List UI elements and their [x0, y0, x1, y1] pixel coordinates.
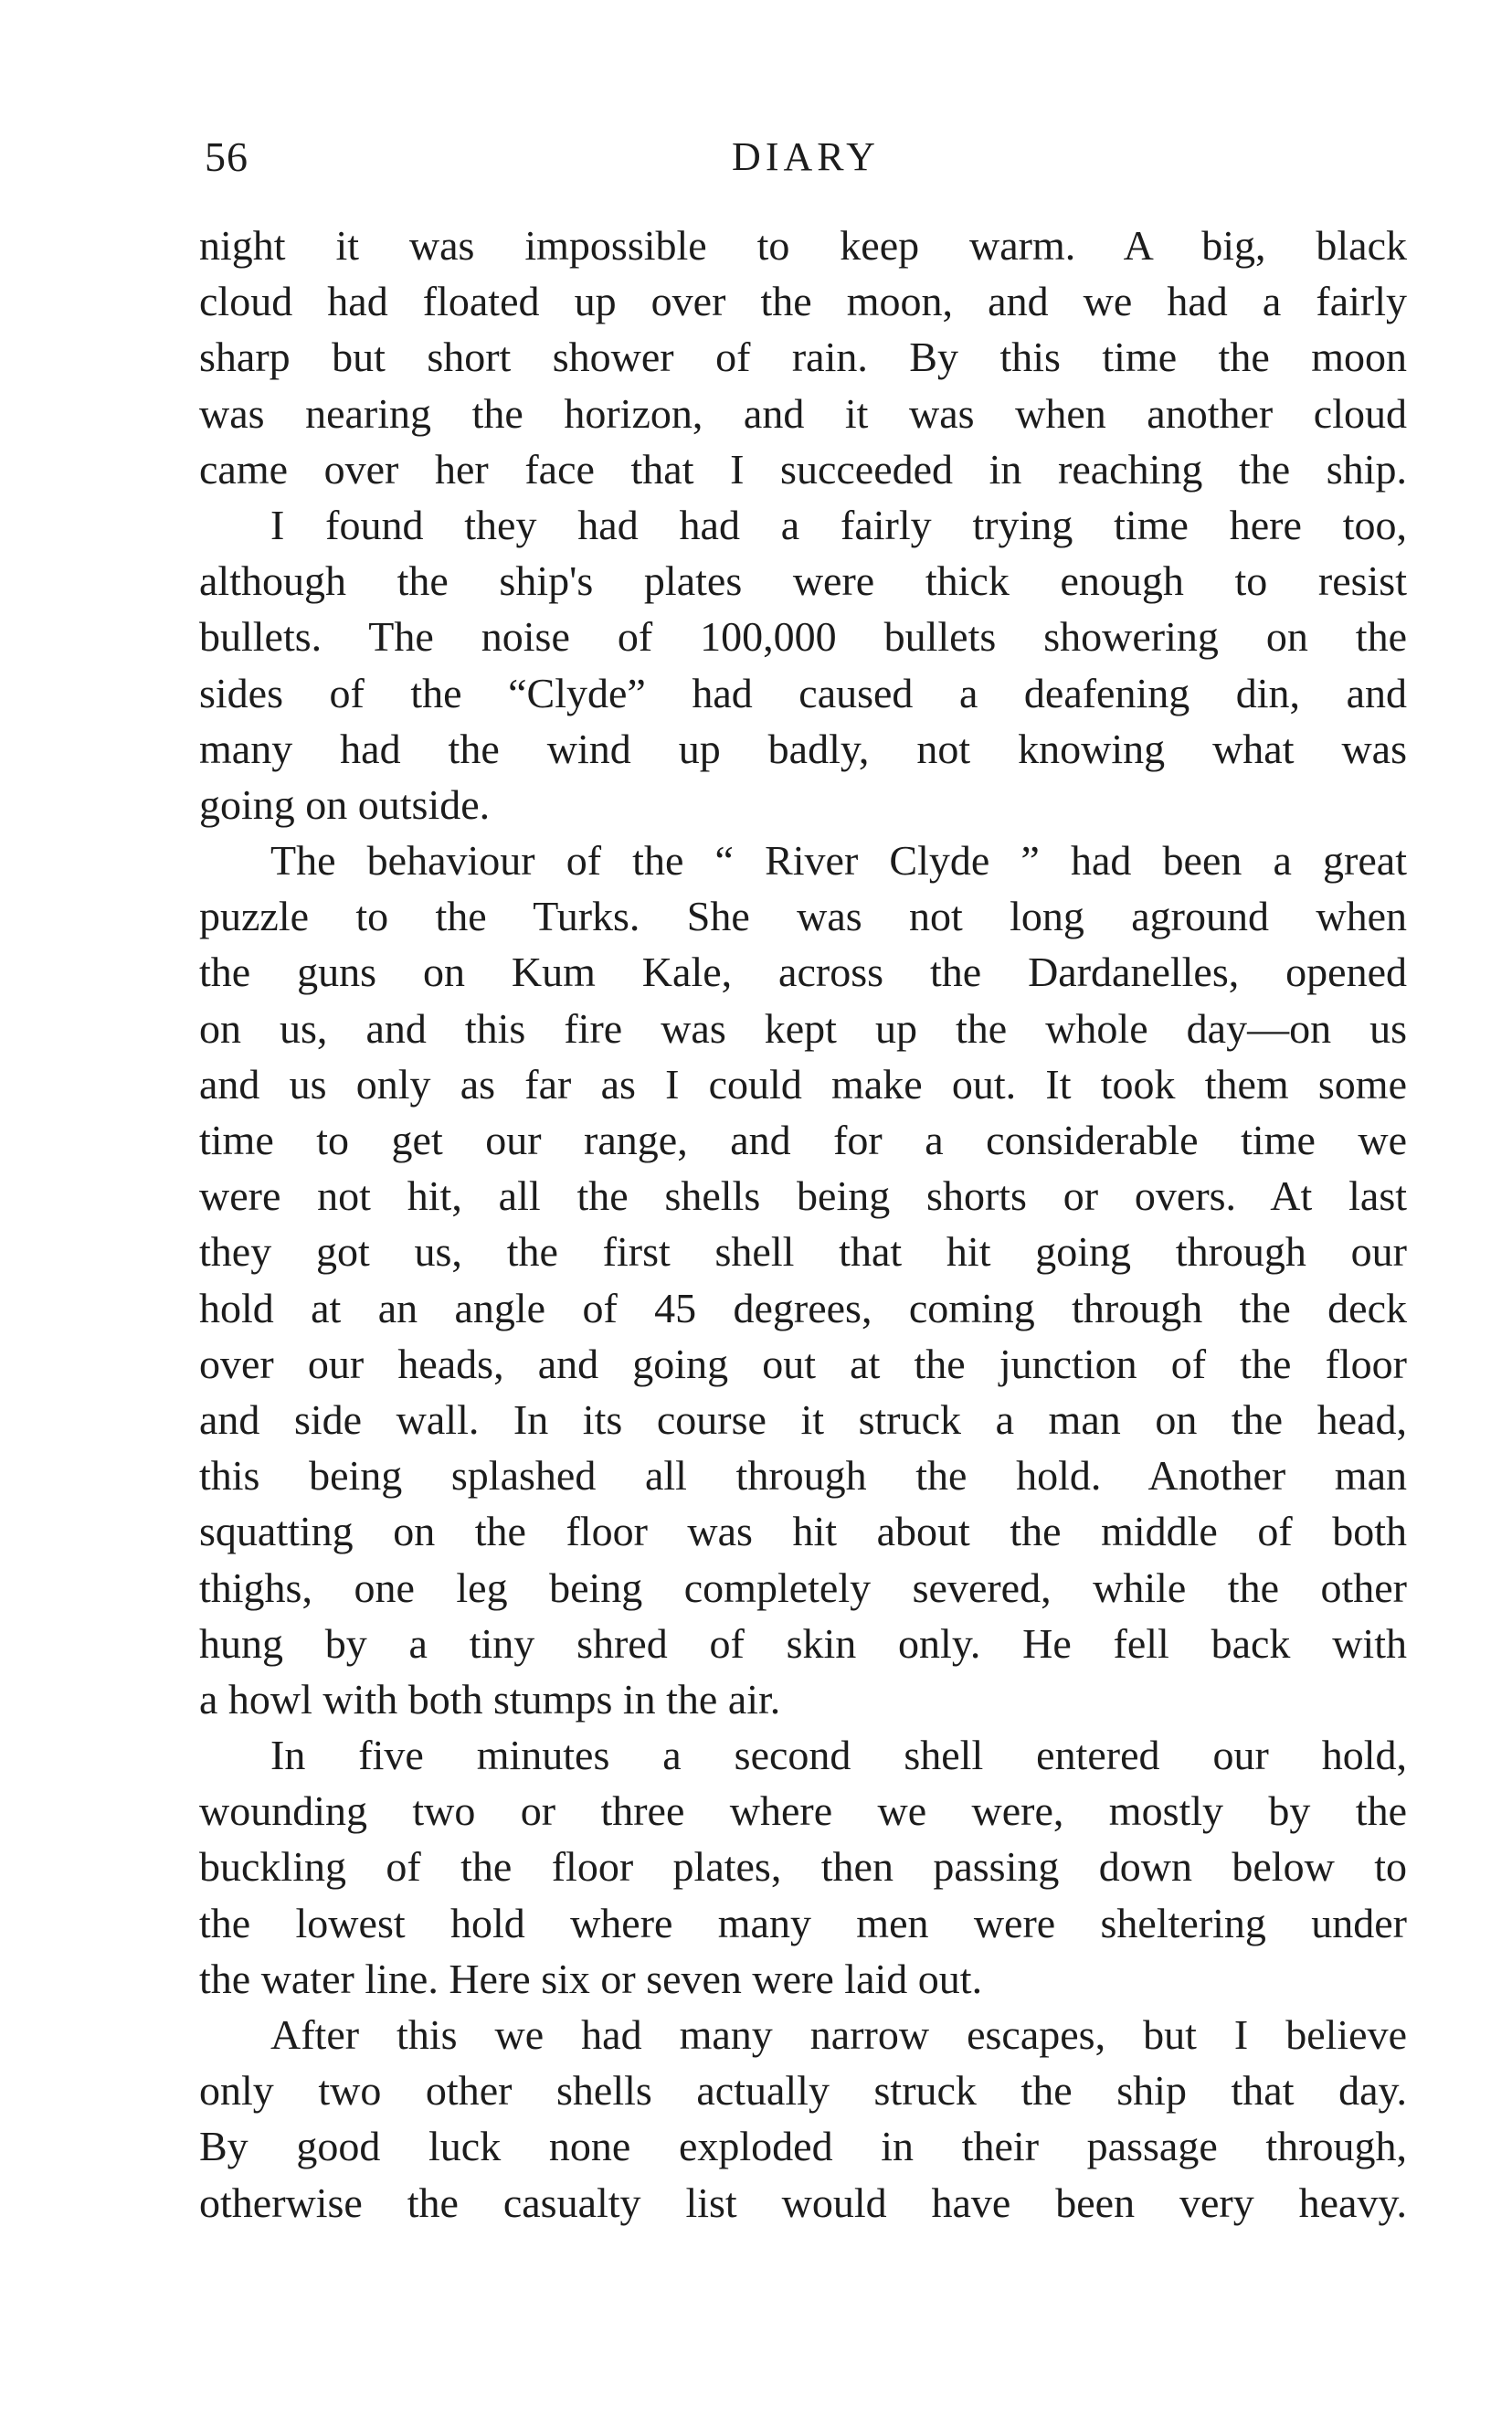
text-line: on us, and this fire was kept up the whole day—on us	[199, 1004, 1407, 1052]
running-head	[205, 130, 1407, 185]
text-line: over our heads, and going out at the junction of the floor	[199, 1340, 1407, 1387]
running-title: DIARY	[732, 134, 880, 179]
text-line: sides of the “Clyde” had caused a deafening din, and	[199, 669, 1407, 716]
paragraph-first-line: The behaviour of the “ River Clyde ” had been a great	[270, 837, 1407, 885]
paragraph-first-line: In five minutes a second shell entered our hold,	[270, 1732, 1407, 1779]
text-line: came over her face that I succeeded in reaching the ship.	[199, 445, 1407, 493]
text-line: was nearing the horizon, and it was when another cloud	[199, 389, 1407, 437]
paragraph-last-line: a howl with both stumps in the air.	[199, 1675, 781, 1723]
text-line: cloud had floated up over the moon, and we had a fairly	[199, 278, 1407, 325]
text-line: and us only as far as I could make out. It took them some	[199, 1060, 1407, 1108]
text-line: hung by a tiny shred of skin only. He fell back with	[199, 1619, 1407, 1667]
text-line: thighs, one leg being completely severed, while the other	[199, 1564, 1407, 1611]
paragraph-first-line: I found they had had a fairly trying time here too,	[270, 501, 1407, 548]
text-line: squatting on the floor was hit about the middle of both	[199, 1508, 1407, 1555]
page-number: 56	[205, 133, 248, 180]
text-line: otherwise the casualty list would have been very heavy.	[199, 2179, 1407, 2226]
text-line: many had the wind up badly, not knowing what was	[199, 725, 1407, 772]
text-line: they got us, the first shell that hit going through our	[199, 1228, 1407, 1276]
text-line: this being splashed all through the hold. Another man	[199, 1452, 1407, 1500]
text-line: bullets. The noise of 100,000 bullets showering on the	[199, 613, 1407, 661]
text-line: sharp but short shower of rain. By this time the moon	[199, 334, 1407, 381]
text-line: hold at an angle of 45 degrees, coming through the deck	[199, 1284, 1407, 1331]
text-line: were not hit, all the shells being shorts or overs. At last	[199, 1172, 1407, 1220]
paragraph-first-line: After this we had many narrow escapes, but I believe	[270, 2011, 1407, 2058]
text-line: buckling of the floor plates, then passing down below to	[199, 1843, 1407, 1891]
text-line: the lowest hold where many men were sheltering under	[199, 1899, 1407, 1946]
text-line: time to get our range, and for a considerable time we	[199, 1117, 1407, 1163]
text-line: and side wall. In its course it struck a man on the head,	[199, 1395, 1407, 1443]
paragraph-last-line: the water line. Here six or seven were laid out.	[199, 1955, 983, 2002]
text-line: night it was impossible to keep warm. A big, black	[199, 222, 1407, 269]
text-line: only two other shells actually struck the ship that day.	[199, 2067, 1407, 2115]
paragraph-last-line: going on outside.	[199, 780, 491, 828]
text-line: the guns on Kum Kale, across the Dardanelles, opened	[199, 949, 1407, 996]
text-line: although the ship's plates were thick enough to resist	[199, 557, 1407, 605]
text-line: wounding two or three where we were, mostly by the	[199, 1787, 1407, 1835]
text-line: By good luck none exploded in their passage through,	[199, 2123, 1407, 2170]
body-text	[199, 217, 1407, 2231]
text-line: puzzle to the Turks. She was not long aground when	[199, 893, 1407, 940]
